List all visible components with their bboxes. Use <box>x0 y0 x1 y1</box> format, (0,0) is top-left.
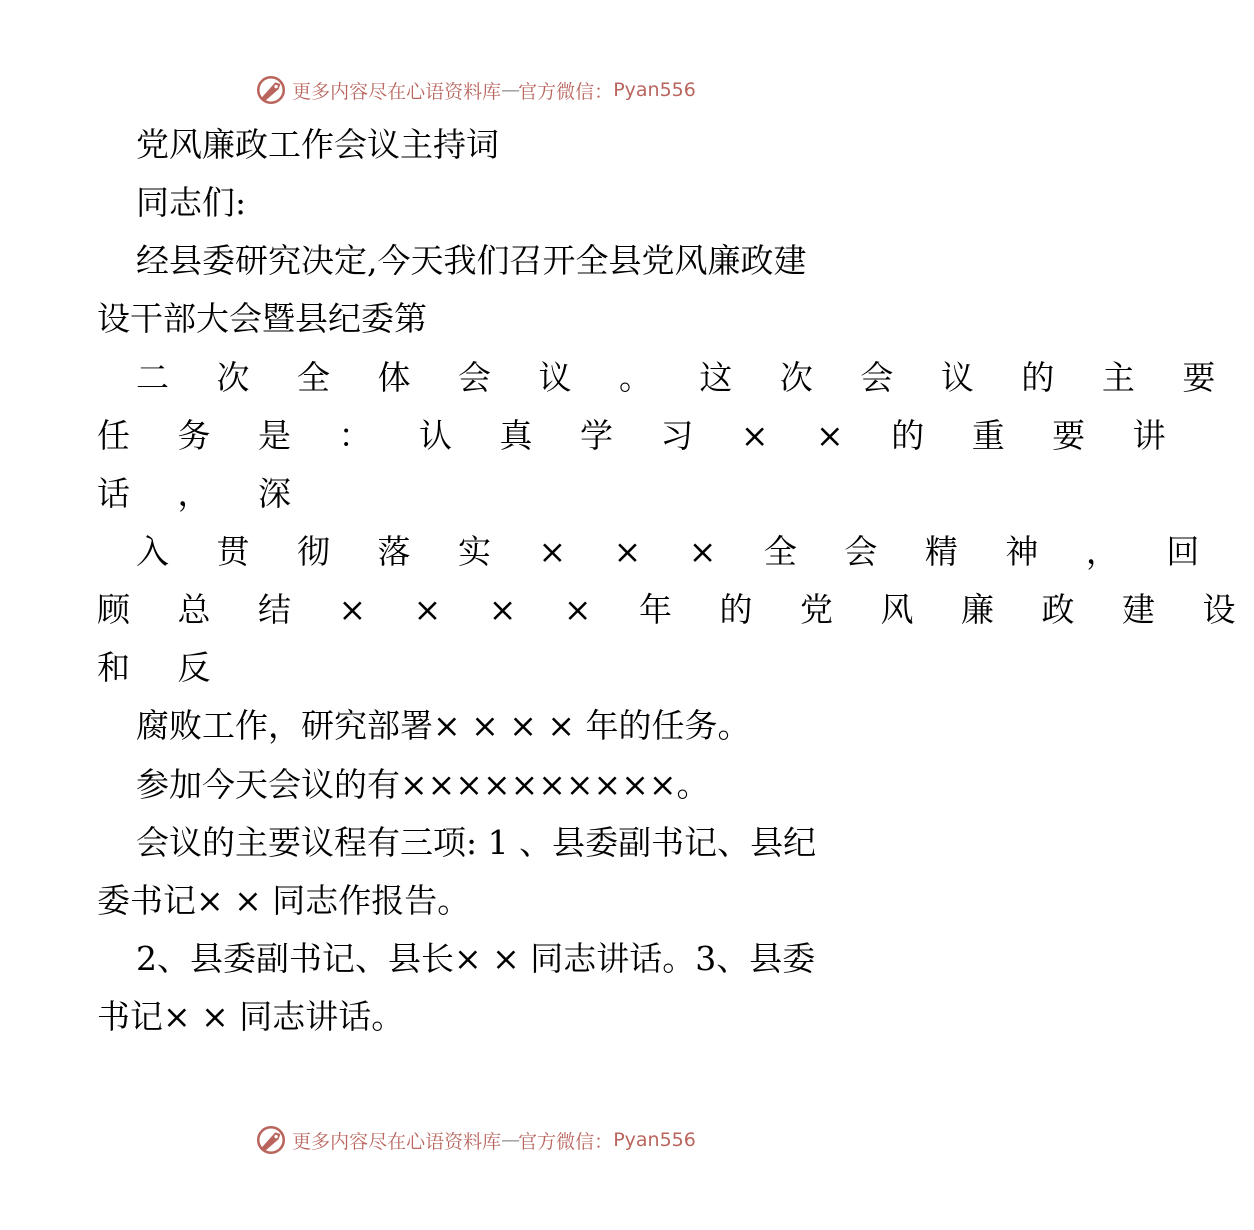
watermark-header <box>0 70 950 110</box>
watermark-dash: — <box>501 1129 519 1151</box>
pen-nib-icon <box>254 73 288 107</box>
salutation: 同志们: <box>136 183 247 222</box>
paragraph-line: 书记× × 同志讲话。 <box>97 997 405 1036</box>
watermark-wechat-label: 官方微信： <box>518 80 614 103</box>
watermark-text: 更多内容尽在心语资料库 <box>292 1130 502 1153</box>
watermark-wechat-label: 官方微信： <box>518 1130 614 1153</box>
paragraph-line: 2、县委副书记、县长× × 同志讲话。3、县委 <box>136 939 816 978</box>
paragraph-line: 二 次 全 体 会 议 。 这 次 会 议 的 主 要 <box>136 358 1234 397</box>
paragraph-line: 经县委研究决定,今天我们召开全县党风廉政建 <box>136 241 807 280</box>
document-title: 党风廉政工作会议主持词 <box>136 125 499 164</box>
paragraph-line: 话 ， 深 <box>97 474 310 513</box>
watermark-wechat-id: Pyan556 <box>613 1129 696 1151</box>
paragraph-line: 腐败工作，研究部署× × × × 年的任务。 <box>136 706 751 745</box>
watermark-text: 更多内容尽在心语资料库 <box>292 80 502 103</box>
paragraph-line: 设干部大会暨县纪委第 <box>97 299 427 338</box>
paragraph-line: 入 贯 彻 落 实 × × × 全 会 精 神 ， 回 <box>136 532 1218 571</box>
pen-nib-icon <box>254 1123 288 1157</box>
watermark-footer <box>0 1120 950 1160</box>
paragraph-line: 参加今天会议的有××××××××××。 <box>136 765 710 804</box>
paragraph-line: 委书记× × 同志作报告。 <box>97 881 471 920</box>
watermark-wechat-id: Pyan556 <box>613 79 696 101</box>
paragraph-line: 任 务 是 ： 认 真 学 习 × × 的 重 要 讲 <box>97 416 1185 455</box>
paragraph-line: 和 反 <box>97 648 229 687</box>
paragraph-line: 会议的主要议程有三项: 1 、县委副书记、县纪 <box>136 823 817 862</box>
paragraph-line: 顾 总 结 × × × × 年 的 党 风 廉 政 建 设 <box>97 590 1254 629</box>
watermark-dash: — <box>501 79 519 101</box>
